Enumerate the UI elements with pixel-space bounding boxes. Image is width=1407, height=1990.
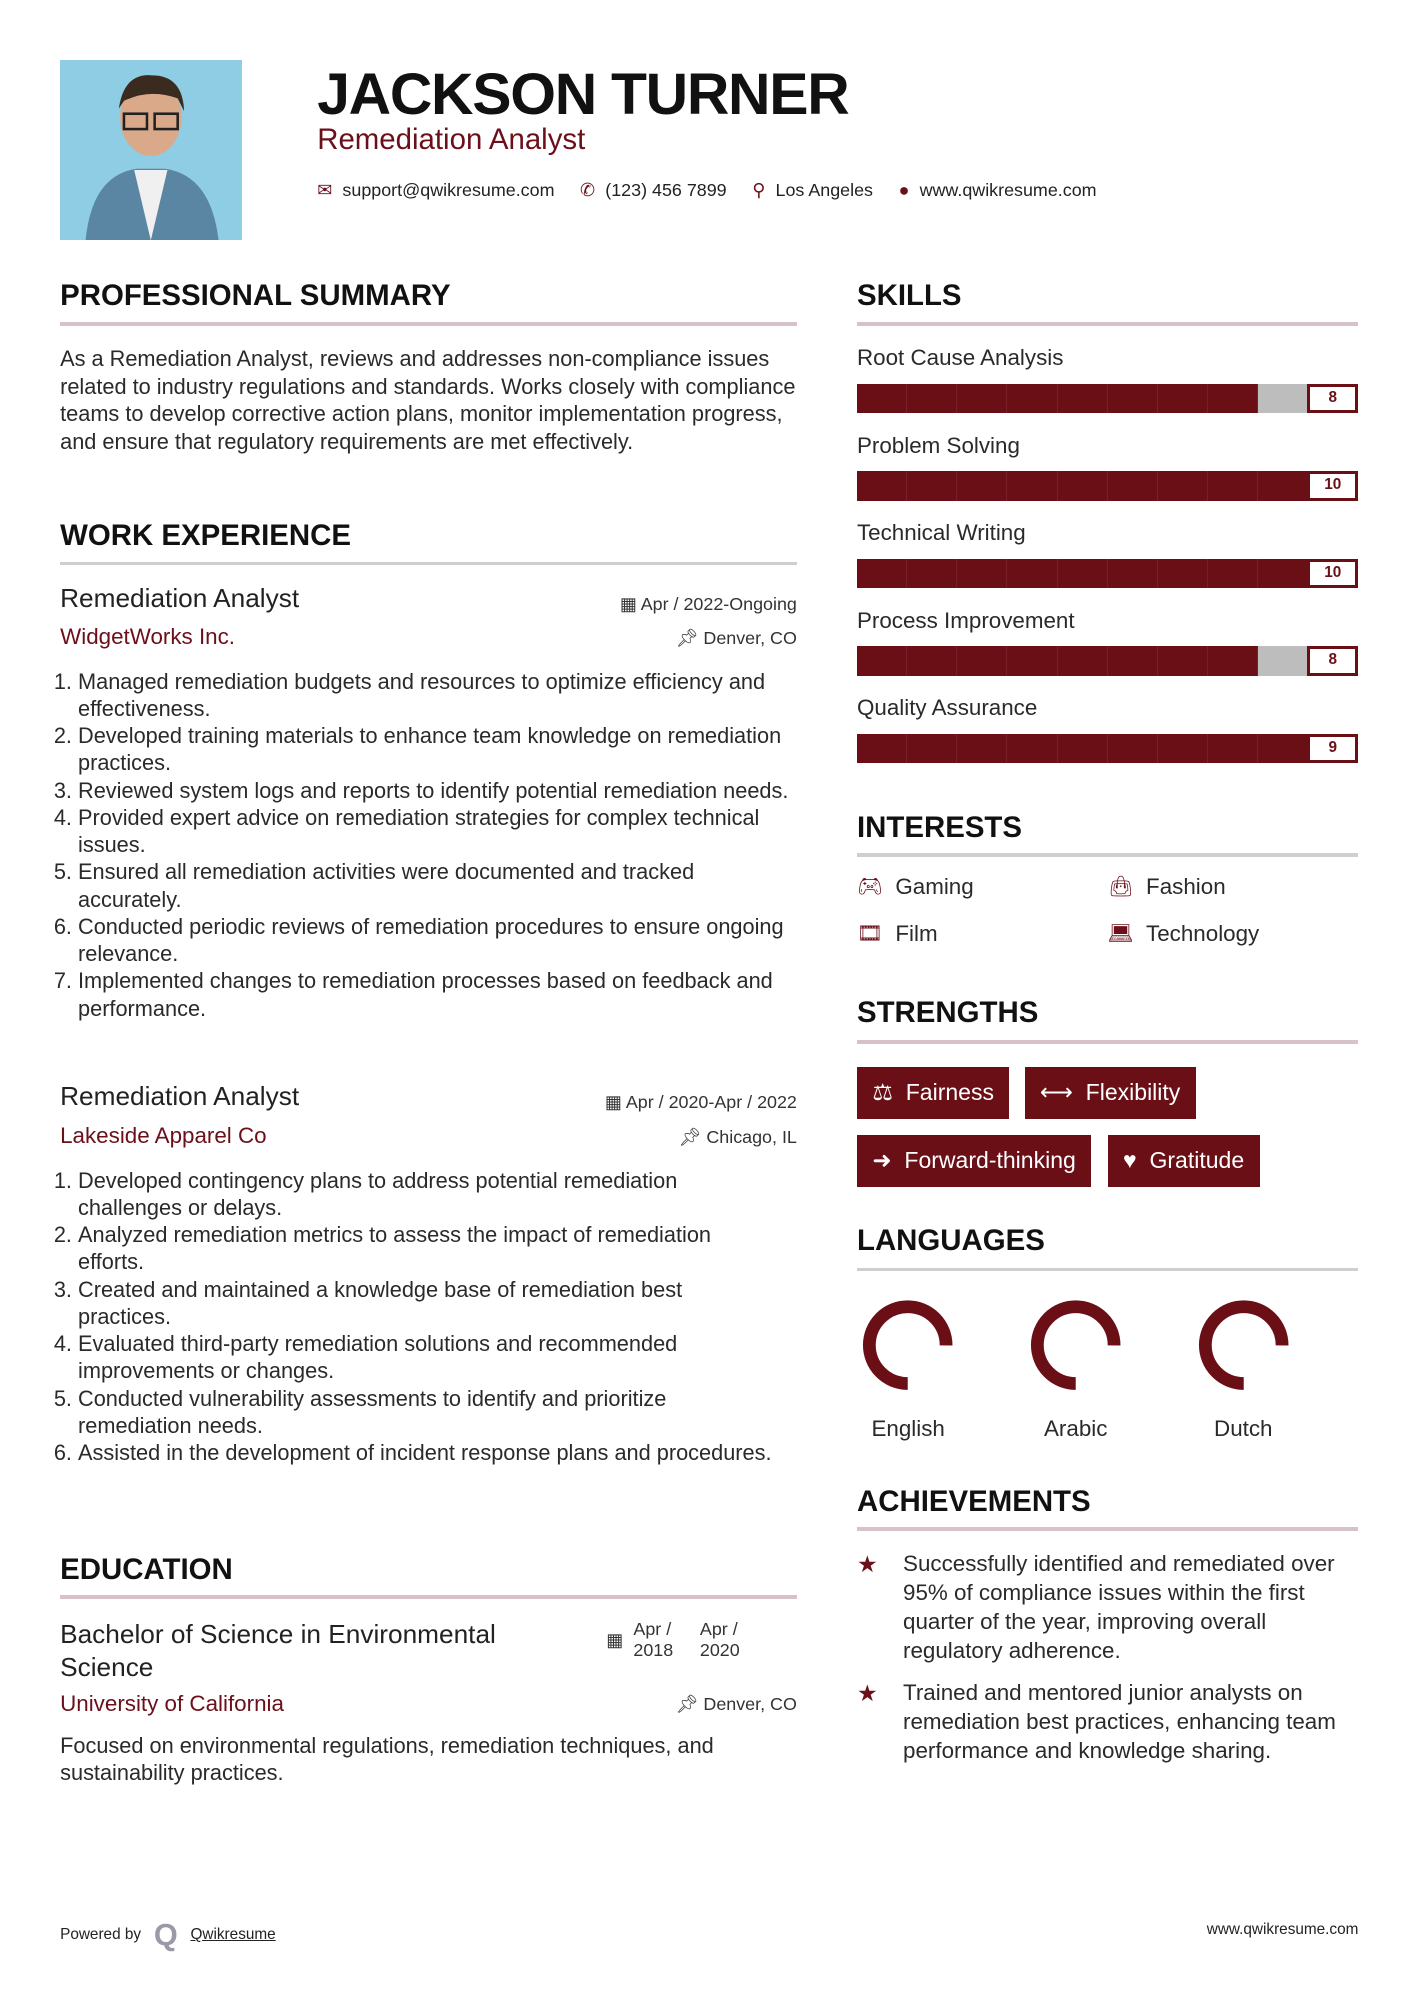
skill-bar-segment [1108,559,1158,588]
achievement-item [857,1550,1369,1665]
strength-label: Forward-thinking [904,1147,1076,1174]
skill-label: Root Cause Analysis [856,345,1064,371]
list-item: 2. Analyzed remediation metrics to assess the impact of remediation efforts. [78,1221,776,1276]
job-bullets [60,668,797,1022]
interest-label: Technology [1146,920,1260,946]
achievement-text: Trained and mentored junior analysts on remediation best practices, enhancing team performance and knowledge sharing. [903,1680,1336,1764]
skill-value: 8 [1307,384,1358,413]
summary-heading: PROFESSIONAL SUMMARY [60,278,451,312]
skill-bar-segment [1258,646,1308,675]
skill-value: 8 [1307,646,1358,675]
film-icon: 🎞︎ [856,922,883,946]
pin-icon: 📌︎ [678,1126,707,1147]
calendar-icon: ▦ [606,1629,624,1650]
skill-bar [857,646,1358,675]
candidate-title: Remediation Analyst [317,122,586,156]
languages-heading: LANGUAGES [856,1224,1045,1258]
education-heading: EDUCATION [60,1552,233,1586]
job-dates [605,1092,797,1113]
achievement-item [857,1679,1369,1765]
language-label: Dutch [1214,1415,1273,1441]
skill-bar-segment [1258,734,1308,763]
skill-bar-segment [1208,384,1258,413]
language-item [1190,1294,1305,1441]
skill-label: Technical Writing [856,520,1026,546]
skill-bar-segment [1058,471,1108,500]
qwikresume-logo-icon: Q [153,1917,178,1953]
skill-bar-segment [1108,471,1158,500]
skill-bar-segment [1158,646,1208,675]
skill-bar-segment [1058,646,1108,675]
summary-text: As a Remediation Analyst, reviews and addresses non-compliance issues related to industry regulations and standards. Works closely with compliance teams to develop corrective action plans, monitor implementation progress, and ensure that regulatory requirements are met effectively. [60,346,796,454]
skill-bar [857,471,1358,500]
experience-heading: WORK EXPERIENCE [60,519,351,553]
divider [857,853,1358,857]
job-location [679,1127,797,1148]
skill-bar-segment [857,471,907,500]
qwikresume-link[interactable]: Qwikresume [190,1926,276,1944]
company-name: Lakeside Apparel Co [60,1123,267,1149]
skill-bar-segment [1208,646,1258,675]
skill-bar-segment [1108,384,1158,413]
job-title: Remediation Analyst [60,583,300,614]
interest-item [857,874,974,900]
skill-bar-segment [1158,734,1208,763]
location-text: Los Angeles [775,180,873,201]
skill-bar-segment [857,559,907,588]
skill-bar-segment [1007,559,1057,588]
skill-bar [857,559,1358,588]
end-date: Apr / 2020 [699,1619,740,1660]
skill-bar-segment [1258,384,1308,413]
pin-icon: 📌︎ [675,1693,704,1714]
language-level-ring [1022,1294,1137,1396]
calendar-icon: ▦ [604,1092,626,1113]
email-link[interactable]: support@qwikresume.com [342,180,555,201]
skill-bar-segment [1158,471,1208,500]
skill-bar-segment [1058,384,1108,413]
divider [857,1268,1358,1272]
skill-bar-segment [1058,559,1108,588]
skill-bar-segment [957,384,1007,413]
website-link[interactable]: www.qwikresume.com [919,180,1097,201]
skill-bar-segment [1208,734,1258,763]
candidate-name: JACKSON TURNER [317,62,849,128]
strength-badge [857,1067,1009,1119]
start-date: Apr / 2018 [633,1619,674,1660]
job-bullets [60,1167,776,1467]
language-level-ring [1190,1294,1305,1396]
list-item: 4. Evaluated third-party remediation solutions and recommended improvements or changes. [78,1330,776,1385]
education-dates [606,1619,756,1660]
skill-bar-segment [957,734,1007,763]
job-dates [620,594,797,615]
interest-label: Gaming [895,873,974,899]
strength-label: Gratitude [1149,1147,1245,1174]
job-location-text: Denver, CO [703,628,797,649]
skill-bar-segment [907,646,957,675]
language-item [854,1294,969,1441]
skill-bar-segment [957,471,1007,500]
arrow-right-icon: ➜ [872,1147,892,1174]
list-item: 6. Assisted in the development of incident response plans and procedures. [78,1439,776,1466]
gamepad-icon: 🎮︎ [856,875,883,899]
laptop-icon: 💻︎ [1107,922,1134,946]
list-item: 5. Ensured all remediation activities were documented and tracked accurately. [78,858,797,913]
shopping-bag-icon: 👜︎ [1107,875,1134,899]
skill-value: 10 [1307,471,1358,500]
divider [60,562,797,566]
skill-bar-segment [1258,471,1308,500]
skill-bar-segment [1208,471,1258,500]
skill-bar-segment [1158,559,1208,588]
skill-label: Quality Assurance [856,695,1038,721]
job-location-text: Chicago, IL [706,1126,797,1147]
globe-icon: ● [898,180,910,201]
skills-heading: SKILLS [856,278,962,312]
list-item: 1. Managed remediation budgets and resources to optimize efficiency and effectiveness. [78,668,797,723]
skill-value: 9 [1307,734,1358,763]
degree-title: Bachelor of Science in Environmental Science [60,1619,496,1683]
skill-bar-segment [1158,384,1208,413]
list-item: 5. Conducted vulnerability assessments to identify and prioritize remediation needs. [78,1385,776,1440]
phone-text: (123) 456 7899 [605,180,727,201]
skill-bar-segment [1108,646,1158,675]
skill-bar-segment [1007,646,1057,675]
skill-bar-segment [1108,734,1158,763]
education-location-text: Denver, CO [703,1693,797,1714]
interest-label: Film [895,920,938,946]
skill-bar-segment [1058,734,1108,763]
skill-bar-segment [1007,734,1057,763]
skill-value: 10 [1307,559,1358,588]
calendar-icon: ▦ [619,593,641,614]
interest-item [857,921,938,947]
job-dates-text: Apr / 2020-Apr / 2022 [625,1092,797,1113]
contact-row [317,180,1096,201]
interest-item [1108,874,1226,900]
footer-powered-by [60,1917,276,1953]
skill-bar-segment [857,646,907,675]
language-level-ring [854,1294,969,1396]
language-item [1022,1294,1137,1441]
skill-label: Problem Solving [856,432,1020,458]
map-marker-icon: ⚲ [752,180,766,201]
skill-bar-segment [1258,559,1308,588]
skill-bar-segment [907,559,957,588]
arrows-h-icon: ⟷ [1039,1079,1073,1106]
company-name: WidgetWorks Inc. [60,624,236,650]
strength-label: Flexibility [1085,1079,1181,1106]
job-title: Remediation Analyst [60,1080,300,1111]
divider [857,1527,1358,1531]
skill-bar-segment [907,734,957,763]
skill-label: Process Improvement [856,607,1075,633]
strength-badge [1108,1135,1260,1187]
list-item: 6. Conducted periodic reviews of remediation procedures to ensure ongoing relevance. [78,913,797,968]
list-item: 7. Implemented changes to remediation processes based on feedback and performance. [78,967,797,1022]
list-item: 2. Developed training materials to enhance team knowledge on remediation practices. [78,722,797,777]
footer-website[interactable]: www.qwikresume.com [1206,1921,1359,1939]
star-icon: ★ [856,1551,878,1578]
education-location [676,1694,797,1715]
list-item: 4. Provided expert advice on remediation strategies for complex technical issues. [78,804,797,859]
school-name: University of California [60,1690,284,1716]
list-item: 1. Developed contingency plans to address potential remediation challenges or delays. [78,1167,776,1222]
skill-bar-segment [957,646,1007,675]
strengths-heading: STRENGTHS [856,996,1039,1030]
interests-heading: INTERESTS [856,810,1023,844]
job-dates-text: Apr / 2022-Ongoing [640,593,797,614]
language-label: English [871,1415,945,1441]
strength-badge [857,1135,1091,1187]
divider [60,322,797,326]
profile-photo [60,60,242,240]
interest-item [1108,921,1260,947]
job-location [676,628,797,649]
strength-label: Fairness [905,1079,995,1106]
skill-bar-segment [957,559,1007,588]
skill-bar-segment [1007,471,1057,500]
heart-icon: ♥ [1123,1147,1137,1174]
skill-bar-segment [857,734,907,763]
skill-bar [857,734,1358,763]
skill-bar-segment [907,471,957,500]
pin-icon: 📌︎ [675,628,704,649]
list-item: 3. Reviewed system logs and reports to identify potential remediation needs. [78,777,797,804]
interest-label: Fashion [1146,873,1226,899]
skill-bar-segment [1007,384,1057,413]
powered-by-label: Powered by [60,1926,142,1944]
achievement-text: Successfully identified and remediated over 95% of compliance issues within the first quarter of the year, improving overall regulatory adherence. [903,1551,1335,1663]
divider [60,1595,797,1599]
envelope-icon: ✉ [317,180,333,201]
divider [857,322,1358,326]
skill-bar-segment [907,384,957,413]
skill-bar [857,384,1358,413]
skill-bar-segment [857,384,907,413]
star-icon: ★ [856,1680,878,1707]
skill-bar-segment [1208,559,1258,588]
phone-icon: ✆ [580,180,596,201]
language-label: Arabic [1044,1415,1108,1441]
achievements-heading: ACHIEVEMENTS [856,1485,1091,1519]
list-item: 3. Created and maintained a knowledge base of remediation best practices. [78,1276,776,1331]
balance-scale-icon: ⚖ [872,1079,893,1106]
education-description: Focused on environmental regulations, remediation techniques, and sustainability practices. [60,1732,714,1786]
strength-badge [1025,1067,1196,1119]
divider [857,1040,1358,1044]
